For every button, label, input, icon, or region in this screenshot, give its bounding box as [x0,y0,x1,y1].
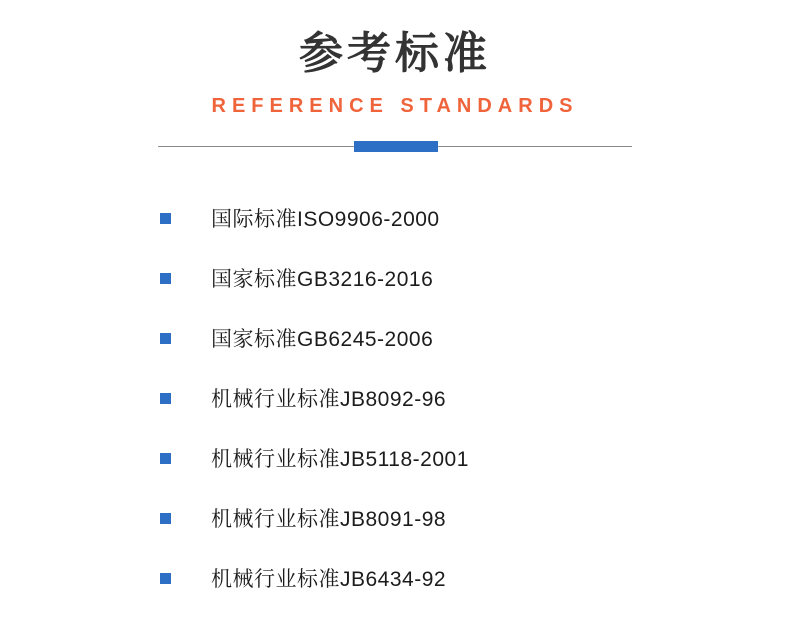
square-bullet-icon [160,333,171,344]
title-divider [158,140,632,154]
list-item [0,248,790,308]
square-bullet-icon [160,273,171,284]
square-bullet-icon [160,573,171,584]
standard-label: 国家标准GB6245-2006 [211,328,434,351]
page-subtitle: REFERENCE STANDARDS [211,95,579,117]
square-bullet-icon [160,513,171,524]
list-item [0,428,790,488]
standards-list [0,188,790,608]
standard-label: 国家标准GB3216-2016 [211,268,434,291]
square-bullet-icon [160,213,171,224]
standard-label: 机械行业标准JB8092-96 [211,388,447,411]
standard-label: 国际标准ISO9906-2000 [211,208,440,231]
standard-label: 机械行业标准JB8091-98 [211,508,447,531]
square-bullet-icon [160,393,171,404]
standard-label: 机械行业标准JB6434-92 [211,568,447,591]
list-item [0,488,790,548]
list-item [0,308,790,368]
list-item [0,368,790,428]
list-item [0,188,790,248]
page-title: 参考标准 [299,29,491,78]
page-header [0,0,790,154]
standard-label: 机械行业标准JB5118-2001 [211,448,469,471]
list-item [0,548,790,608]
divider-accent-bar [354,141,438,152]
square-bullet-icon [160,453,171,464]
